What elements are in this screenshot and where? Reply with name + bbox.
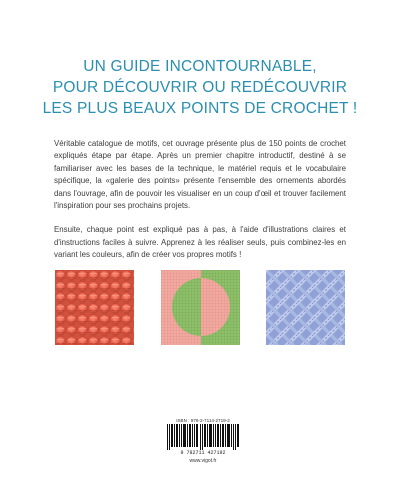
headline [0,56,400,119]
headline-line-1: UN GUIDE INCONTOURNABLE, [83,58,317,75]
description [54,138,346,274]
headline-line-3: LES PLUS BEAUX POINTS DE CROCHET ! [42,100,358,117]
blue-cable-image [266,270,345,345]
barcode-digits: 9 782711 427192 [180,450,226,456]
swatch-blue-cable [266,270,345,345]
swatch-green-pink-circle [161,270,240,345]
headline-line-2: POUR DÉCOUVRIR OU REDÉCOUVRIR [52,79,348,96]
publisher-website: www.vigot.fr [189,458,217,464]
barcode-block [163,418,243,468]
green-pink-image [161,270,240,345]
description-paragraph-2: Ensuite, chaque point est expliqué pas à pas, à l'aide d'illustrations claires et d'instructions faciles à suivre. Apprenez à les réaliser seuls, puis combinez-les en variant les couleurs, afin de créer vos propres motifs ! [54,225,346,260]
isbn-text: ISBN : 978-2-7114-2719-2 [176,418,230,423]
barcode-icon [167,424,239,450]
swatch-coral-puff [55,270,134,345]
coral-puff-image [55,270,134,345]
stitch-swatches [55,270,345,345]
description-paragraph-1: Véritable catalogue de motifs, cet ouvrage présente plus de 150 points de crochet expliqués étape par étape. Après un premier chapitre introductif, destiné à se familiariser avec les bases de la technique, le matériel requis et le vocabulaire spécifique, la «galerie des points» présente l'ensemble des ornements abordés dans l'ouvrage, afin de pouvoir les visualiser en un coup d'œil et trouver facilement l'inspiration pour ses prochains projets. [54,139,346,211]
